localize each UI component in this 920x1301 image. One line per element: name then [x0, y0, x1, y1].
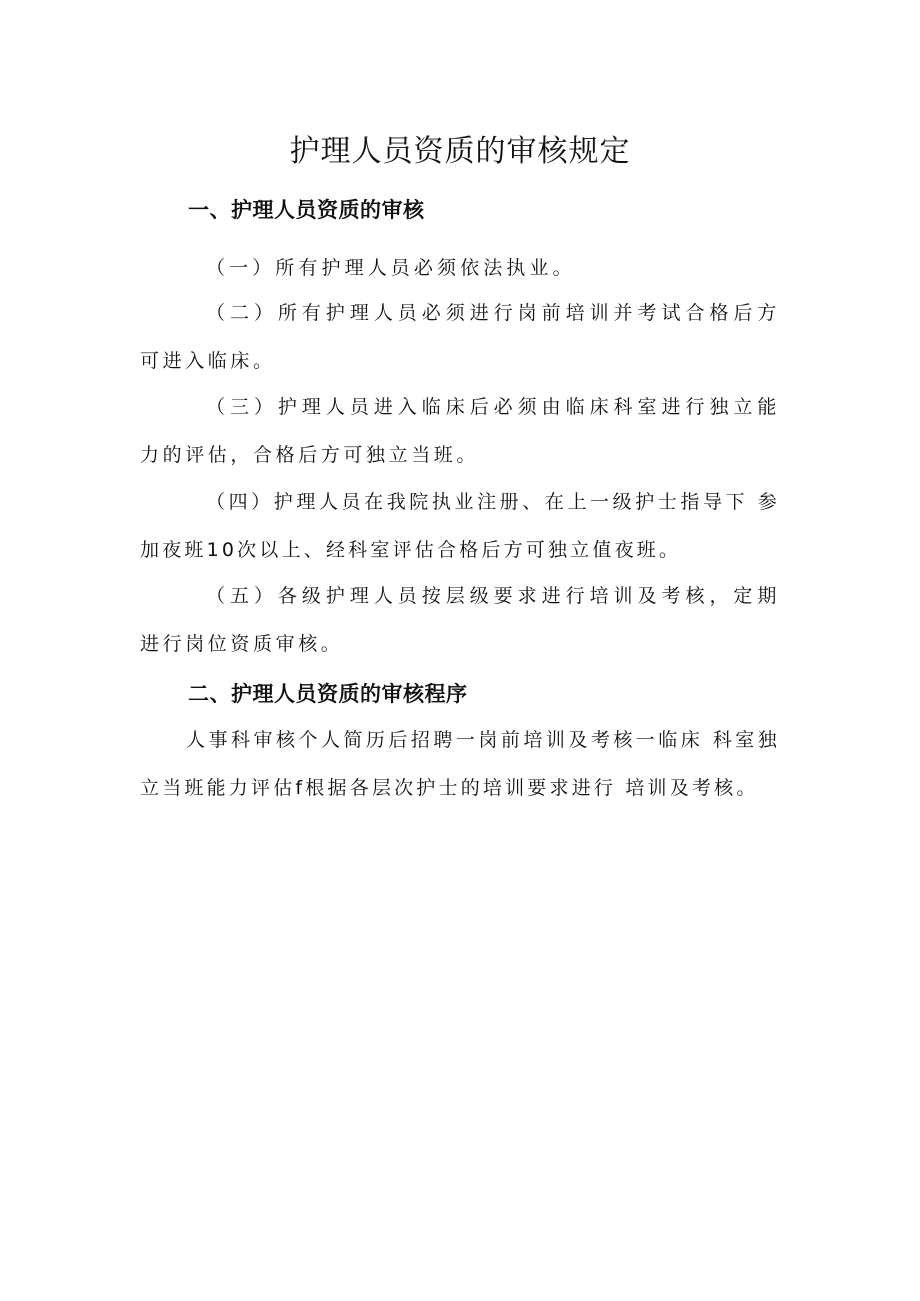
paragraph-procedure: 人事科审核个人简历后招聘一岗前培训及考核一临床 科室独立当班能力评估f根据各层次护士的培训要求进行 培训及考核。 — [140, 729, 780, 799]
paragraph-item-2: （二）所有护理人员必须进行岗前培训并考试合格后方 可进入临床。 — [140, 302, 780, 372]
paragraph-item-5: （五）各级护理人员按层级要求进行培训及考核，定期 进行岗位资质审核。 — [140, 585, 780, 655]
document-title: 护理人员资质的审核规定 — [289, 134, 631, 169]
paragraph-item-3: （三）护理人员进入临床后必须由临床科室进行独立能 力的评估，合格后方可独立当班。 — [140, 396, 780, 466]
paragraph-item-1: （一）所有护理人员必须依法执业。 — [206, 257, 576, 279]
section-heading-2: 二、护理人员资质的审核程序 — [188, 682, 468, 706]
section-heading-1: 一、护理人员资质的审核 — [188, 198, 425, 222]
paragraph-item-4: （四）护理人员在我院执业注册、在上一级护士指导下 参加夜班10次以上、经科室评估合格后方可独立值夜班。 — [140, 491, 780, 561]
